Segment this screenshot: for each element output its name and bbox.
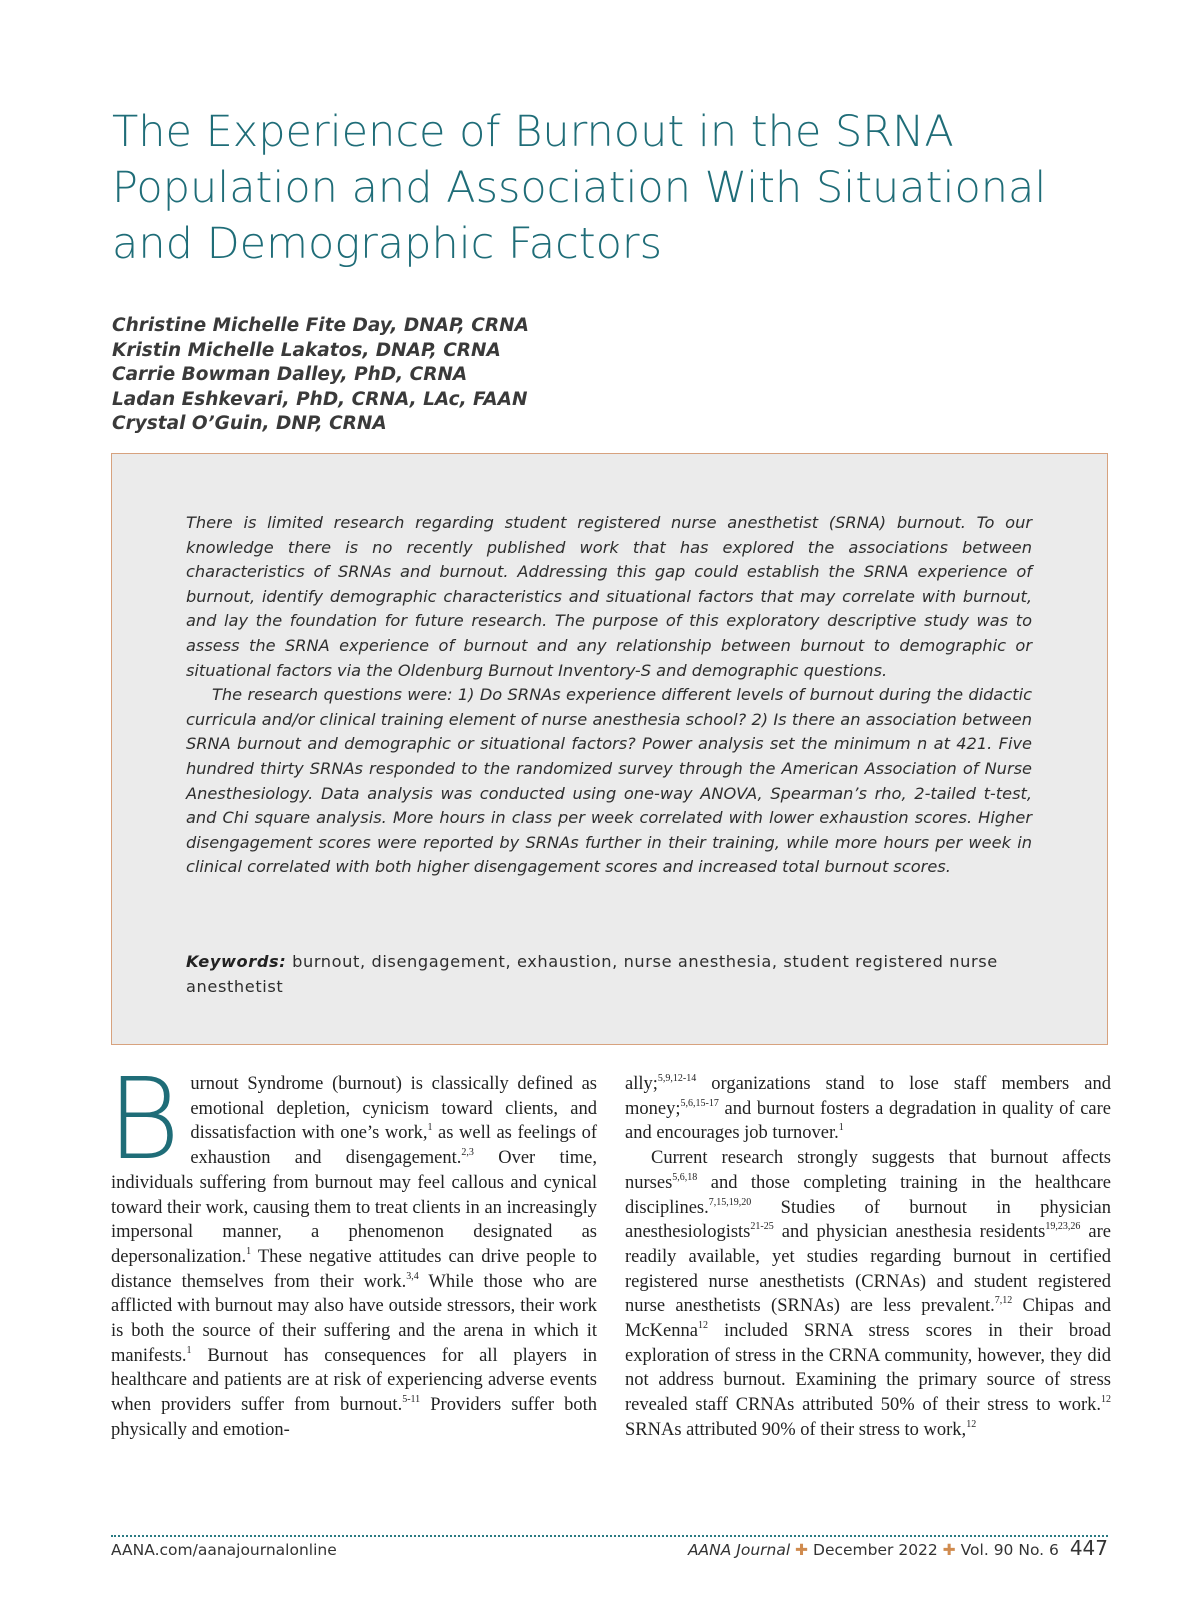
volume-issue: Vol. 90 No. 6 bbox=[960, 1541, 1059, 1559]
keywords-label: Keywords: bbox=[186, 952, 287, 971]
citation-ref: 21-25 bbox=[750, 1221, 774, 1233]
author: Ladan Eshkevari, PhD, CRNA, LAc, FAAN bbox=[112, 388, 528, 410]
body-column-right bbox=[625, 1072, 1111, 1443]
journal-url: AANA.com/aanajournalonline bbox=[111, 1541, 337, 1559]
citation-ref: 5,6,15-17 bbox=[680, 1097, 719, 1109]
citation-ref: 12 bbox=[966, 1418, 977, 1430]
citation-ref: 1 bbox=[838, 1122, 844, 1134]
keywords-list: burnout, disengagement, exhaustion, nurse anesthesia, student registered nurse anesthetist bbox=[186, 952, 998, 996]
body-paragraph: ally;$^{5,9,12-14}$ organizations stand to lose staff members and money;$^{5,6,15-17}$ and burnout fosters a degradation in quality of care and encourages job turnover.$^1$ bbox=[625, 1073, 1111, 1144]
abstract-text bbox=[186, 511, 1032, 880]
abstract-paragraph: The research questions were: 1) Do SRNAs experience different levels of burnout during the didactic curricula and/or clinical training element of nurse anesthesia school? 2) Is there an association between SRNA burnout and demographic or situational factors? Power analysis set the minimum n at 421. Five hundred thirty SRNAs responded to the randomized survey through the American Association of Nurse Anesthesiology. Data analysis was conducted using one-way ANOVA, Spearman’s rho, 2-tailed t-test, and Chi square analysis. More hours in class per week correlated with lower exhaustion scores. Higher disengagement scores were reported by SRNAs further in their training, while more hours per week in clinical correlated with both higher disengagement scores and increased total burnout scores. bbox=[186, 685, 1032, 877]
citation-ref: 5,9,12-14 bbox=[657, 1073, 697, 1084]
plus-icon: ✚ bbox=[942, 1541, 956, 1559]
citation-ref: 12 bbox=[1101, 1394, 1111, 1406]
author: Kristin Michelle Lakatos, DNAP, CRNA bbox=[112, 339, 501, 361]
plus-icon: ✚ bbox=[795, 1541, 809, 1559]
drop-cap: B bbox=[107, 1055, 181, 1185]
citation-ref: 7,15,19,20 bbox=[708, 1196, 752, 1208]
footer-citation bbox=[688, 1536, 1108, 1560]
citation-ref: 1 bbox=[427, 1122, 433, 1134]
abstract-paragraph: There is limited research regarding student registered nurse anesthetist (SRNA) burnout. To our knowledge there is no recently published work that has explored the associations between characteristics of SRNAs and burnout. Addressing this gap could establish the SRNA experience of burnout, identify demographic characteristics and situational factors that may correlate with burnout, and lay the foundation for future research. The purpose of this exploratory descriptive study was to assess the SRNA experience of burnout and any relationship between burnout to demographic or situational factors via the Oldenburg Burnout Inventory-S and demographic questions. bbox=[186, 513, 1032, 680]
article-title bbox=[112, 104, 1112, 272]
citation-ref: 1 bbox=[246, 1245, 252, 1257]
page-number: 447 bbox=[1069, 1536, 1108, 1560]
citation-ref: 2,3 bbox=[461, 1147, 474, 1159]
author: Carrie Bowman Dalley, PhD, CRNA bbox=[112, 364, 468, 385]
body-paragraph: Current research strongly suggests that burnout affects nurses$^{5,6,18}$ and those completing training in the healthcare disciplines.$^{7,15,19,20}$ Studies of burnout in physician anesthesiologists$^{21-25}$ and physician anesthesia residents$^{19,23,26}$ are readily available, yet studies regarding burnout in certified registered nurse anesthetists (CRNAs) and student registered nurse anesthetists (SRNAs) are less prevalent.$^{7,12}$ Chipas and McKenna$^{12}$ included SRNA stress scores in their broad exploration of stress in the CRNA community, however, they did not address burnout. Examining the primary source of stress revealed staff CRNAs attributed 50% of their stress to work.$^{12}$ SRNAs attributed 90% of their stress to work,$^{12}$ bbox=[625, 1148, 1111, 1440]
citation-ref: 12 bbox=[697, 1320, 708, 1332]
journal-name: AANA Journal bbox=[687, 1541, 791, 1559]
title-line: The Experience of Burnout in the SRNA bbox=[112, 107, 954, 157]
author: Crystal O’Guin, DNP, CRNA bbox=[112, 413, 387, 434]
citation-ref: 19,23,26 bbox=[1045, 1221, 1081, 1233]
citation-ref: 7,12 bbox=[994, 1295, 1013, 1307]
body-column-left bbox=[107, 1055, 598, 1443]
citation-ref: 5,6,18 bbox=[672, 1171, 698, 1183]
title-line: Population and Association With Situational bbox=[112, 163, 1047, 213]
title-line: and Demographic Factors bbox=[112, 219, 662, 269]
abstract-box bbox=[111, 453, 1108, 1045]
issue-date: December 2022 bbox=[813, 1541, 938, 1559]
author-list bbox=[112, 314, 529, 437]
body-paragraph bbox=[107, 1055, 598, 1443]
keywords bbox=[186, 950, 1032, 999]
author: Christine Michelle Fite Day, DNAP, CRNA bbox=[112, 315, 529, 336]
citation-ref: 1 bbox=[186, 1344, 192, 1356]
body-text-left: urnout Syndrome (burnout) is classically defined as emotional depletion, cynicism toward clients, and dissatisfaction with one’s work,$^1$ as well as feelings of exhaustion and disengagement.$^{2,3}$ Over time, individuals suffering from burnout may feel callous and cynical toward their work, causing them to treat clients in an increasingly impersonal manner, a phenomenon designated as depersonalization.$^1$ These negative attitudes can drive people to distance themselves from their work.$^{3,4}$ While those who are afflicted with burnout may also have outside stressors, their work is both the source of their suffering and the arena in which it manifests.$^1$ Burnout has consequences for all players in healthcare and patients are at risk of experiencing adverse events when providers suffer from burnout.$^{5-11}$ Providers suffer both physically and emotion- bbox=[111, 1074, 598, 1440]
citation-ref: 3,4 bbox=[406, 1270, 419, 1282]
citation-ref: 5-11 bbox=[402, 1394, 421, 1406]
